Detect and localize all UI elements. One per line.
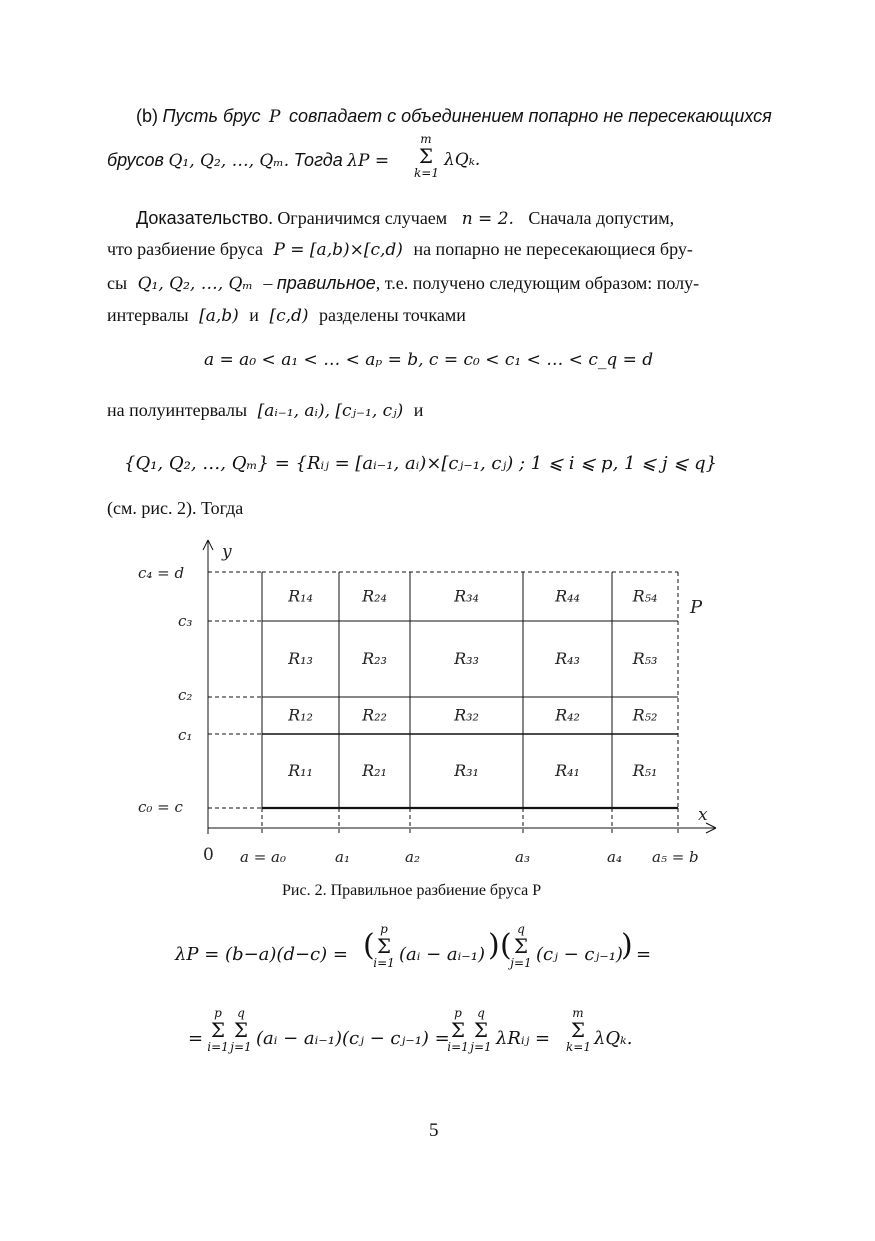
cell-label-r11: R₁₁ — [288, 761, 313, 780]
cell-label-r13: R₁₃ — [288, 649, 313, 668]
eq1-sum1-top: p — [380, 922, 388, 936]
y-axis-arrow — [208, 540, 213, 550]
sigma-icon: Σ — [418, 144, 434, 168]
item-b-line1 — [136, 106, 772, 127]
eq1-sum2-top: q — [517, 922, 525, 936]
eq1-body2: (cⱼ − cⱼ₋₁) — [536, 944, 623, 965]
item-b-qlist: Q₁, Q₂, …, Qₘ. — [168, 151, 290, 171]
points-formula: a = a₀ < a₁ < … < aₚ = b, c = c₀ < c₁ < … < c_q = d — [204, 350, 654, 370]
cell-label-r51: R₅₁ — [632, 761, 658, 780]
eq2-sum5-top: m — [572, 1006, 584, 1020]
x-axis-label: x — [698, 805, 708, 825]
eq1-lhs: λP = (b−a)(d−c) = — [175, 944, 348, 965]
proof-line3-q: Q₁, Q₂, …, Qₘ — [137, 274, 253, 294]
paren-close-1: ) — [488, 928, 500, 963]
partition-diagram — [0, 530, 875, 880]
cell-label-r23: R₂₃ — [362, 649, 387, 668]
page-number: 5 — [429, 1120, 439, 1141]
eq2-start: = — [188, 1028, 204, 1049]
sum-bottom: k=1 — [414, 166, 439, 180]
origin-label: 0 — [203, 845, 214, 865]
x-tick-label-2: a₂ — [405, 848, 420, 866]
cell-label-r31: R₃₁ — [454, 761, 479, 780]
eq1-sum2-bottom: j=1 — [510, 956, 532, 970]
brick-label: P — [690, 597, 703, 618]
eq2-sum4-bottom: j=1 — [470, 1040, 492, 1054]
eq2-sum5 — [566, 1006, 590, 1054]
diagram-labels — [138, 542, 708, 866]
proof-line2-formula: P = [a,b)×[c,d) — [273, 240, 403, 260]
proof-line5-a: на полуинтервалы — [107, 400, 248, 420]
x-tick-label-1: a₁ — [335, 848, 350, 866]
see-fig: (см. рис. 2). Тогда — [107, 498, 244, 518]
proof-line4-i1: [a,b) — [199, 306, 239, 326]
item-b-sum — [414, 132, 438, 180]
proof-heading: Доказательство — [136, 208, 269, 228]
eq2-sum3-top: p — [454, 1006, 462, 1020]
item-b-label: (b) — [136, 106, 158, 126]
eq2-sum4-top: q — [477, 1006, 485, 1020]
cell-label-r12: R₁₂ — [288, 705, 313, 725]
cell-label-r21: R₂₁ — [362, 761, 387, 780]
y-tick-label-2: c₂ — [178, 686, 193, 704]
proof-line3-dash: – — [263, 273, 273, 293]
diagram-lines — [203, 540, 716, 834]
cell-label-r14: R₁₄ — [288, 586, 313, 606]
cell-label-r44: R₄₄ — [555, 586, 580, 606]
item-b-text2: совпадает с объединением попарно не пересекающихся — [289, 106, 772, 126]
eq2-body2: λRᵢⱼ = — [496, 1028, 551, 1049]
item-b-formula-lhs: λP = — [347, 151, 390, 171]
paren-close-2: ) — [621, 928, 633, 963]
sum-top: m — [420, 132, 432, 146]
eq2-sum4 — [470, 1006, 492, 1054]
proof-line5-f: [aᵢ₋₁, aᵢ), [cⱼ₋₁, cⱼ) — [257, 401, 404, 421]
sigma-icon: Σ — [513, 934, 529, 958]
proof-line1 — [136, 208, 674, 229]
x-tick-label-0: a = a₀ — [240, 848, 287, 866]
cell-label-r24: R₂₄ — [362, 586, 387, 606]
eq2-body3: λQₖ. — [594, 1028, 633, 1049]
cell-label-r34: R₃₄ — [454, 586, 479, 606]
x-axis-arrow — [706, 828, 716, 833]
eq2-sum1 — [207, 1006, 229, 1054]
cell-label-r33: R₃₃ — [454, 649, 479, 668]
y-axis-arrow — [203, 540, 208, 550]
eq2-sum2 — [230, 1006, 252, 1054]
sigma-icon: Σ — [376, 934, 392, 958]
sigma-icon: Σ — [570, 1018, 586, 1042]
item-b-then: Тогда — [293, 150, 343, 170]
eq1-sum2 — [509, 922, 533, 970]
figure-caption: Рис. 2. Правильное разбиение бруса P — [282, 882, 542, 899]
proof-line2-a: что разбиение бруса — [107, 239, 263, 259]
x-tick-label-4: a₄ — [607, 848, 622, 866]
cell-label-r22: R₂₂ — [362, 705, 387, 725]
proof-line3-b: , т.е. получено следующим образом: полу- — [375, 273, 700, 293]
eq2-sum3 — [447, 1006, 469, 1054]
proof-line1-end: Сначала допустим, — [528, 208, 675, 228]
y-tick-label-1: c₁ — [178, 726, 193, 744]
eq2-body1: (aᵢ − aᵢ₋₁)(cⱼ − cⱼ₋₁) = — [256, 1028, 450, 1049]
proof-line3-a: сы — [107, 273, 128, 293]
proof-n-eq: n = 2. — [461, 209, 514, 229]
sigma-icon: Σ — [450, 1018, 466, 1042]
x-tick-label-3: a₃ — [515, 848, 530, 866]
y-axis-label: y — [222, 542, 232, 562]
proof-line4-and: и — [249, 305, 259, 325]
eq2-sum2-bottom: j=1 — [230, 1040, 252, 1054]
proof-line2-b: на попарно не пересекающиеся бру- — [413, 239, 693, 259]
proof-line4 — [107, 305, 466, 326]
proof-line4-b: разделены точками — [319, 305, 466, 325]
cell-label-r42: R₄₂ — [555, 705, 580, 725]
item-b-formula-rhs: λQₖ. — [444, 150, 481, 170]
sigma-icon: Σ — [473, 1018, 489, 1042]
proof-line1-rest: . Ограничимся случаем — [268, 208, 448, 228]
sigma-icon: Σ — [210, 1018, 226, 1042]
proof-line4-a: интервалы — [107, 305, 189, 325]
paren-open-1: ( — [363, 928, 375, 963]
item-b-text3: брусов — [107, 150, 164, 170]
cell-label-r43: R₄₃ — [555, 649, 580, 668]
x-tick-label-5: a₅ = b — [652, 848, 699, 866]
eq2-sum2-top: q — [237, 1006, 245, 1020]
eq1-sum1-bottom: i=1 — [373, 956, 395, 970]
proof-line3 — [107, 273, 699, 294]
cell-label-r54: R₅₄ — [632, 586, 658, 606]
item-b-P: P — [269, 107, 281, 127]
cell-label-r52: R₅₂ — [632, 705, 658, 725]
cell-label-r32: R₃₂ — [454, 705, 479, 725]
paren-open-2: ( — [500, 928, 512, 963]
sigma-icon: Σ — [233, 1018, 249, 1042]
cell-label-r53: R₅₃ — [632, 649, 658, 668]
proof-line2 — [107, 239, 693, 260]
y-tick-label-0: c₀ = c — [138, 798, 183, 816]
item-b-line2 — [107, 150, 389, 171]
eq2-sum3-bottom: i=1 — [447, 1040, 469, 1054]
y-tick-label-3: c₃ — [178, 612, 193, 630]
y-tick-label-4: c₄ = d — [138, 564, 185, 582]
proof-line4-i2: [c,d) — [269, 306, 309, 326]
eq2-sum1-bottom: i=1 — [207, 1040, 229, 1054]
proof-line5 — [107, 400, 423, 421]
eq1-body1: (aᵢ − aᵢ₋₁) — [399, 944, 485, 965]
eq1-end: = — [636, 944, 652, 965]
eq2-sum1-top: p — [214, 1006, 222, 1020]
proof-line5-and: и — [413, 400, 424, 420]
eq2-sum5-bottom: k=1 — [566, 1040, 591, 1054]
set-formula: {Q₁, Q₂, …, Qₘ} = {Rᵢⱼ = [aᵢ₋₁, aᵢ)×[cⱼ₋₁, cⱼ) ; 1 ⩽ i ⩽ p, 1 ⩽ j ⩽ q} — [124, 453, 718, 474]
eq1-sum1 — [372, 922, 396, 970]
cell-label-r41: R₄₁ — [555, 761, 580, 780]
item-b-text1: Пусть брус — [162, 106, 261, 126]
proof-line3-correct: правильное — [276, 273, 376, 293]
